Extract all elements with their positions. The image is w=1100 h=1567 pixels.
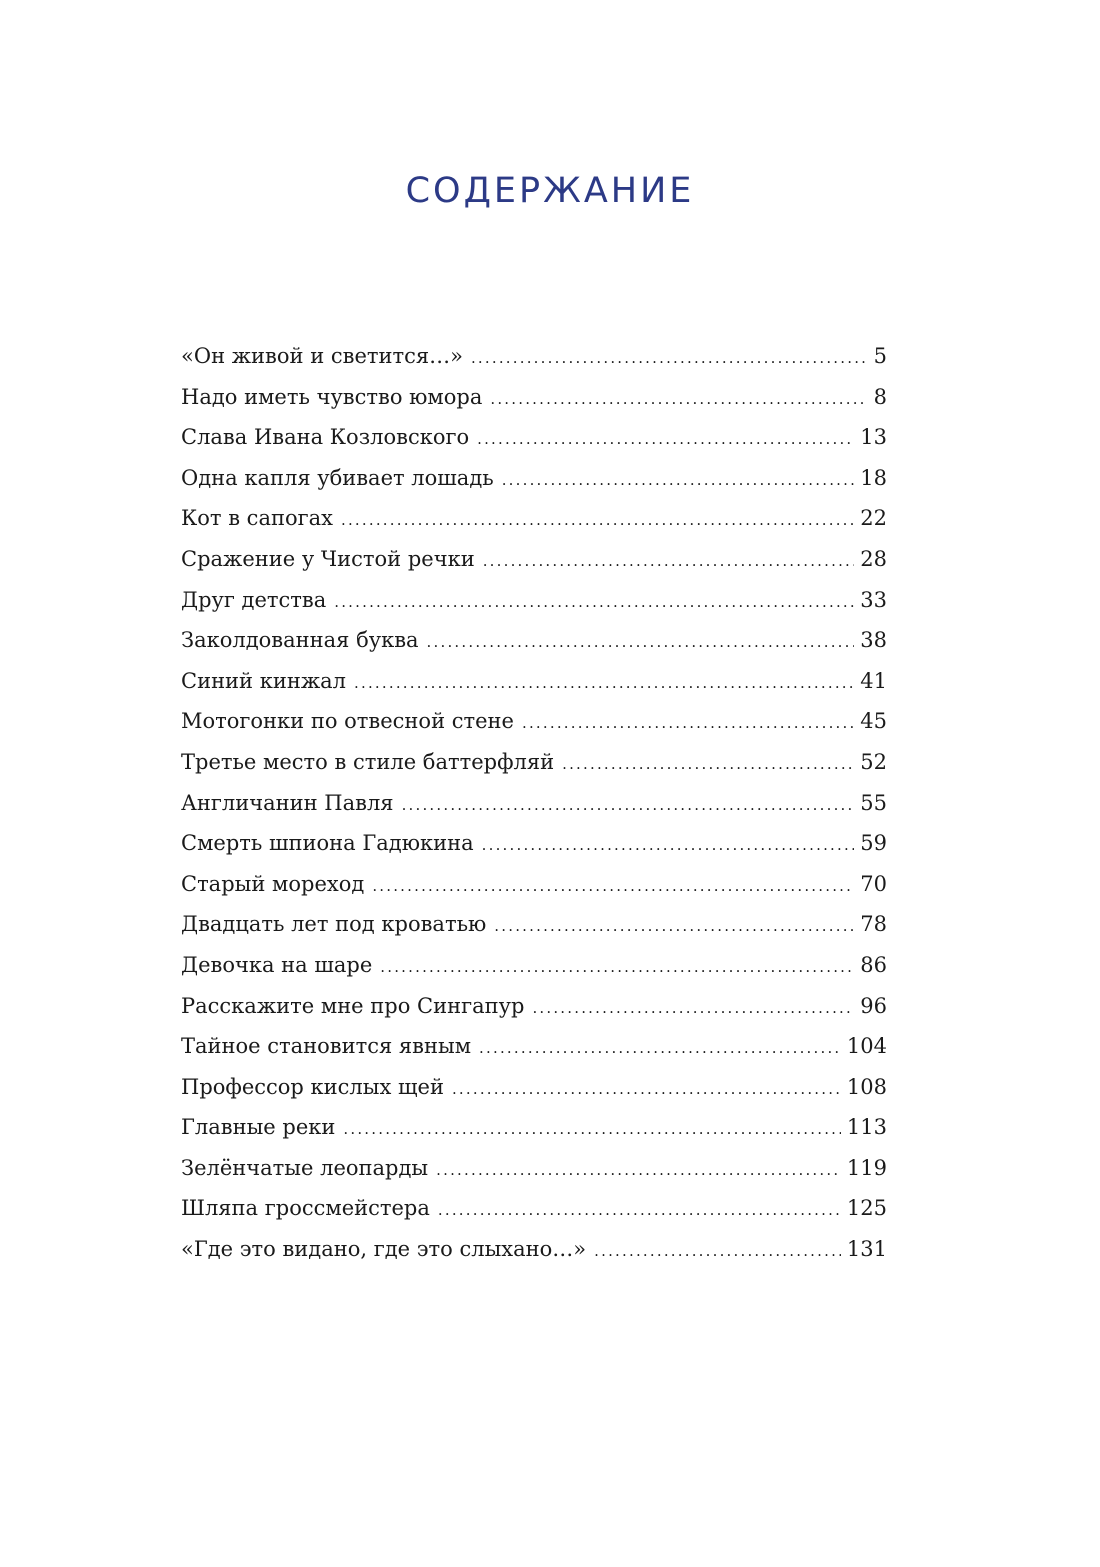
toc-entry-title: Мотогонки по отвесной стене <box>181 709 514 734</box>
toc-entry-title: Одна капля убивает лошадь <box>181 465 494 490</box>
toc-entry[interactable] <box>181 742 887 783</box>
toc-entry[interactable] <box>181 458 887 499</box>
dot-leader <box>522 703 854 744</box>
toc-entry-page: 78 <box>860 912 887 937</box>
dot-leader <box>343 1109 841 1150</box>
toc-entry[interactable] <box>181 823 887 864</box>
dot-leader <box>427 622 855 663</box>
toc-entry-page: 59 <box>860 831 887 856</box>
toc-entry-page: 22 <box>860 506 887 531</box>
toc-entry-page: 55 <box>860 790 887 815</box>
toc-entry-title: Англичанин Павля <box>181 790 394 815</box>
toc-entry[interactable] <box>181 377 887 418</box>
toc-entry[interactable] <box>181 1148 887 1189</box>
toc-entry-page: 108 <box>846 1074 887 1099</box>
dot-leader <box>471 338 868 379</box>
toc-entry-title: Тайное становится явным <box>181 1034 472 1059</box>
toc-entry-title: Главные реки <box>181 1115 336 1140</box>
toc-entry-title: Заколдованная буква <box>181 628 419 653</box>
toc-entry-title: Сражение у Чистой речки <box>181 546 475 571</box>
toc-entry-title: Слава Ивана Козловского <box>181 425 470 450</box>
toc-entry[interactable] <box>181 620 887 661</box>
toc-entry-page: 125 <box>846 1196 887 1221</box>
dot-leader <box>341 500 854 541</box>
toc-entry-page: 45 <box>860 709 887 734</box>
dot-leader <box>490 379 867 420</box>
toc-entry-page: 28 <box>860 546 887 571</box>
toc-entry[interactable] <box>181 336 887 377</box>
toc-entry-page: 8 <box>873 384 887 409</box>
toc-entry-page: 131 <box>846 1237 887 1262</box>
toc-entry-title: Смерть шпиона Гадюкина <box>181 831 474 856</box>
toc-entry[interactable] <box>181 945 887 986</box>
dot-leader <box>372 866 854 907</box>
dot-leader <box>482 825 855 866</box>
toc-entry-title: Старый мореход <box>181 871 365 896</box>
dot-leader <box>354 663 854 704</box>
toc-entry-page: 38 <box>860 628 887 653</box>
toc-entry[interactable] <box>181 1067 887 1108</box>
toc-entry[interactable] <box>181 417 887 458</box>
toc-entry[interactable] <box>181 701 887 742</box>
toc-entry-title: «Где это видано, где это слыхано…» <box>181 1237 587 1262</box>
toc-entry-title: Зелёнчатые леопарды <box>181 1155 429 1180</box>
toc-entry-page: 104 <box>846 1034 887 1059</box>
dot-leader <box>483 541 855 582</box>
toc-entry[interactable] <box>181 661 887 702</box>
table-of-contents <box>181 336 887 1270</box>
toc-entry[interactable] <box>181 1188 887 1229</box>
toc-entry[interactable] <box>181 864 887 905</box>
toc-entry-title: Синий кинжал <box>181 668 347 693</box>
toc-entry[interactable] <box>181 986 887 1027</box>
toc-entry-page: 5 <box>873 344 887 368</box>
toc-entry-page: 52 <box>860 749 887 774</box>
toc-entry[interactable] <box>181 498 887 539</box>
dot-leader <box>436 1150 841 1191</box>
dot-leader <box>479 1028 841 1069</box>
toc-entry[interactable] <box>181 1107 887 1148</box>
toc-entry-page: 18 <box>860 465 887 490</box>
toc-entry-page: 33 <box>860 587 887 612</box>
page-title: содержание <box>405 156 695 214</box>
toc-entry[interactable] <box>181 904 887 945</box>
toc-entry-page: 13 <box>860 425 887 450</box>
toc-entry-page: 119 <box>846 1155 887 1180</box>
toc-entry[interactable] <box>181 1229 887 1270</box>
dot-leader <box>438 1190 841 1231</box>
toc-entry-page: 86 <box>860 952 887 977</box>
toc-entry-page: 96 <box>860 993 887 1018</box>
dot-leader <box>532 988 854 1029</box>
toc-entry-title: Профессор кислых щей <box>181 1074 444 1099</box>
toc-entry[interactable] <box>181 783 887 824</box>
toc-entry-title: Расскажите мне про Сингапур <box>181 993 525 1018</box>
dot-leader <box>562 744 854 785</box>
toc-entry-page: 70 <box>860 871 887 896</box>
toc-entry[interactable] <box>181 1026 887 1067</box>
toc-entry-title: Надо иметь чувство юмора <box>181 384 483 409</box>
toc-entry-title: Кот в сапогах <box>181 506 333 531</box>
dot-leader <box>594 1231 841 1272</box>
dot-leader <box>477 419 854 460</box>
toc-entry-title: Друг детства <box>181 587 327 612</box>
toc-entry-page: 41 <box>860 668 887 693</box>
toc-entry-page: 113 <box>846 1115 887 1140</box>
toc-entry[interactable] <box>181 539 887 580</box>
dot-leader <box>502 460 855 501</box>
dot-leader <box>402 785 855 826</box>
dot-leader <box>494 906 854 947</box>
toc-entry-title: Двадцать лет под кроватью <box>181 912 487 937</box>
toc-entry-title: «Он живой и светится…» <box>181 344 463 368</box>
toc-entry-title: Шляпа гроссмейстера <box>181 1196 430 1221</box>
toc-entry-title: Третье место в стиле баттерфляй <box>181 749 555 774</box>
toc-entry-title: Девочка на шаре <box>181 952 373 977</box>
dot-leader <box>452 1069 841 1110</box>
dot-leader <box>334 582 854 623</box>
toc-entry[interactable] <box>181 580 887 621</box>
dot-leader <box>380 947 854 988</box>
